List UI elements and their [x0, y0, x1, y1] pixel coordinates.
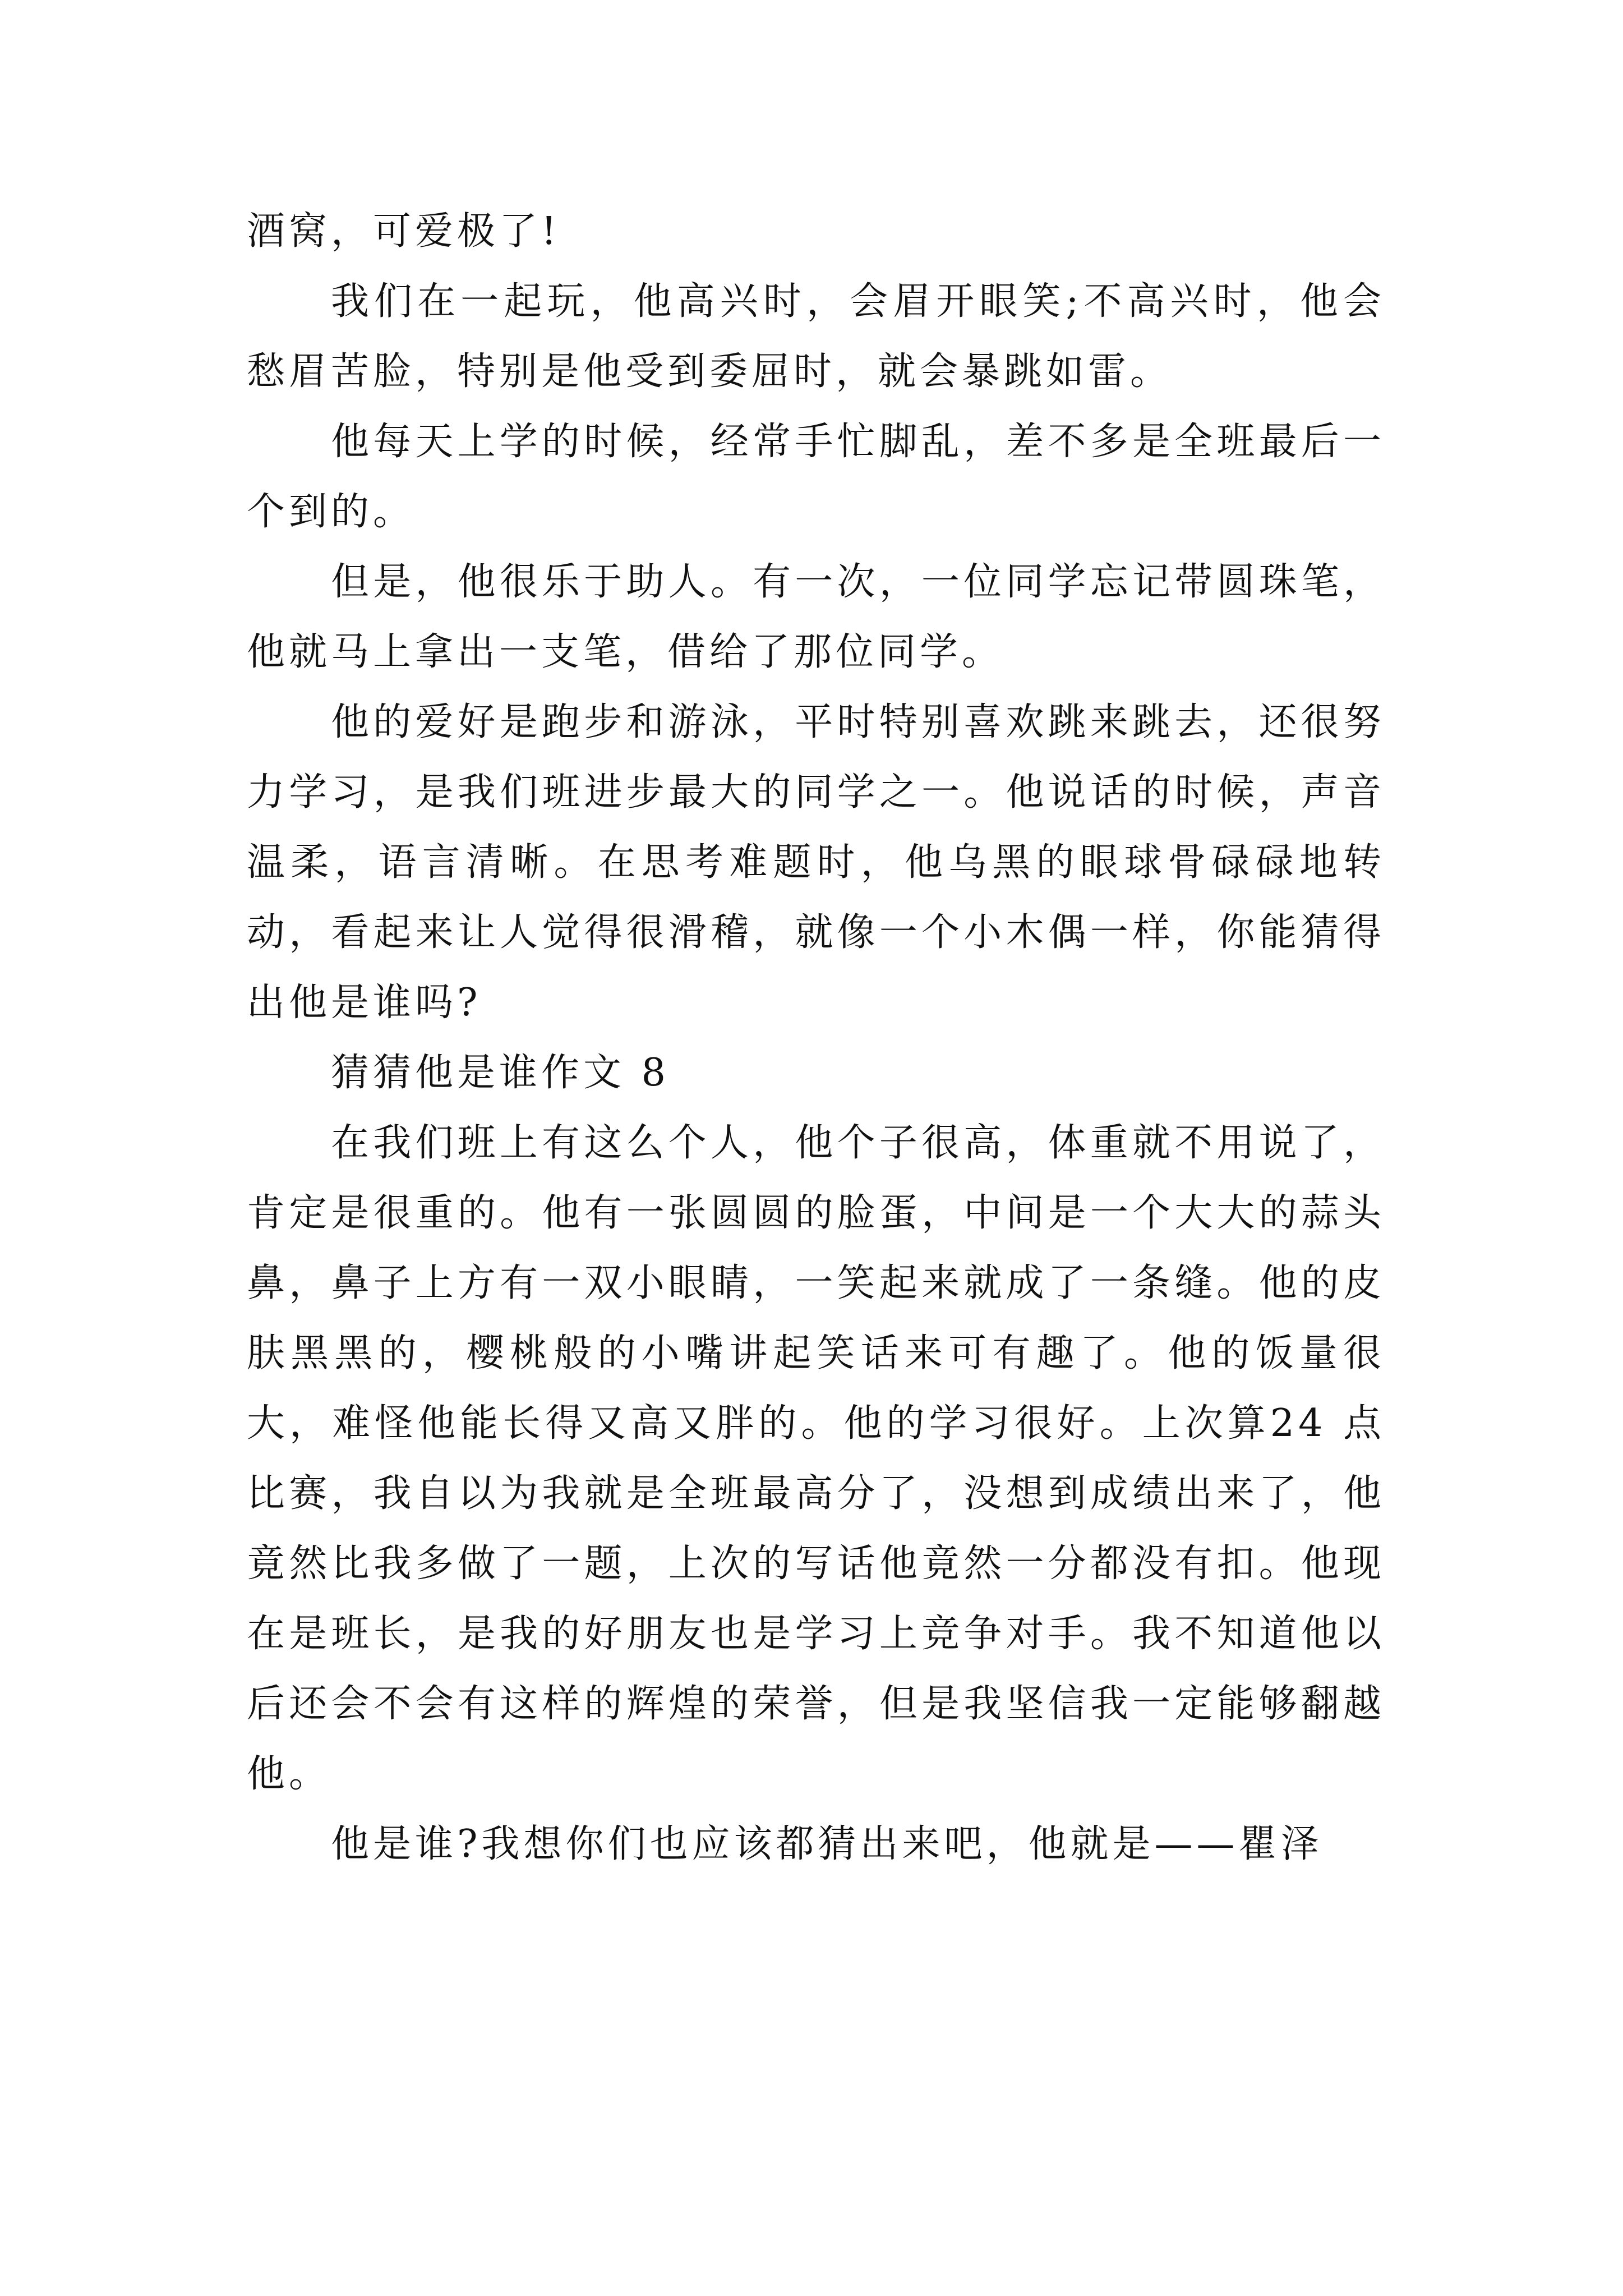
paragraph-1: 酒窝，可爱极了! — [247, 209, 561, 254]
paragraph-4: 但是，他很乐于助人。有一次，一位同学忘记带圆珠笔，他就马上拿出一支笔，借给了那位同学。 — [247, 560, 1385, 674]
paragraph-5: 他的爱好是跑步和游泳，平时特别喜欢跳来跳去，还很努力学习，是我们班进步最大的同学之一。他说话的时候，声音温柔，语言清晰。在思考难题时，他乌黑的眼球骨碌碌地转动，看起来让人觉得很滑稽，就像一个小木偶一样，你能猜得出他是谁吗? — [247, 700, 1385, 1025]
section-heading: 猜猜他是谁作文 8 — [331, 1051, 670, 1095]
paragraph-3: 他每天上学的时候，经常手忙脚乱，差不多是全班最后一个到的。 — [247, 420, 1385, 534]
document-body — [247, 196, 1385, 1879]
paragraph-6: 在我们班上有这么个人，他个子很高，体重就不用说了，肯定是很重的。他有一张圆圆的脸蛋，中间是一个大大的蒜头鼻，鼻子上方有一双小眼睛，一笑起来就成了一条缝。他的皮肤黑黑的，樱桃般的小嘴讲起笑话来可有趣了。他的饭量很大，难怪他能长得又高又胖的。他的学习很好。上次算24 点比赛，我自以为我就是全班最高分了，没想到成绩出来了，他竟然比我多做了一题，上次的写话他竟然一分都没有扣。他现在是班长，是我的好朋友也是学习上竞争对手。我不知道他以后还会不会有这样的辉煌的荣誉，但是我坚信我一定能够翻越他。 — [247, 1121, 1385, 1796]
paragraph-7: 他是谁?我想你们也应该都猜出来吧，他就是——瞿泽 — [331, 1822, 1323, 1866]
paragraph-2: 我们在一起玩，他高兴时，会眉开眼笑;不高兴时，他会愁眉苦脸，特别是他受到委屈时，就会暴跳如雷。 — [247, 279, 1385, 394]
